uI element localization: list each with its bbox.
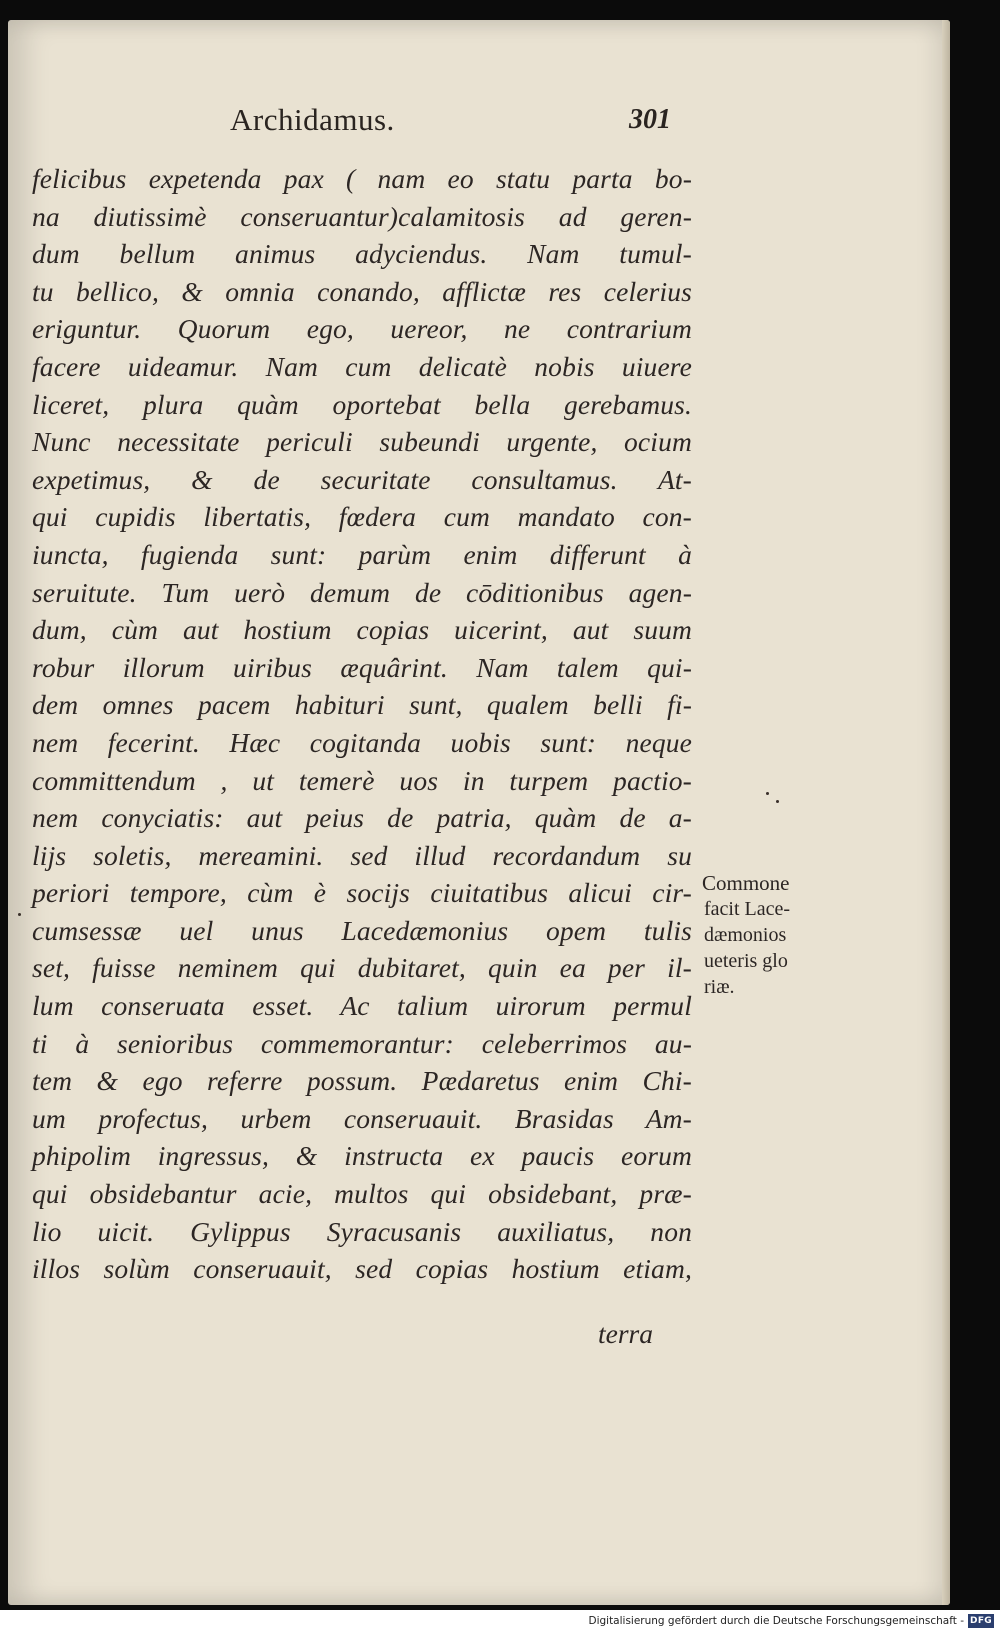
ink-speck xyxy=(766,792,769,795)
marginal-note-line: facit Lace- xyxy=(704,898,791,920)
text-line: cumsessæ uel unus Lacedæmonius opem tulis xyxy=(32,914,692,946)
text-line: na diutissimè conseruantur)calamitosis ad geren- xyxy=(32,200,692,232)
text-line: um profectus, urbem conseruauit. Brasidas Am- xyxy=(32,1102,692,1134)
marginal-note-line: Commone xyxy=(702,871,790,895)
ink-speck xyxy=(776,800,779,803)
text-line: lum conseruata esset. Ac talium uirorum permul xyxy=(32,990,692,1022)
text-line: felicibus expetenda pax ( nam eo statu parta bo- xyxy=(32,163,692,194)
ink-speck xyxy=(18,913,21,916)
text-line: periori tempore, cùm è socijs ciuitatibus alicui cir- xyxy=(32,877,692,909)
text-line: eriguntur. Quorum ego, uereor, ne contrarium xyxy=(32,313,692,345)
text-line: facere uideamur. Nam cum delicatè nobis uiuere xyxy=(32,350,692,382)
text-line: robur illorum uiribus æquârint. Nam talem qui- xyxy=(32,651,692,683)
text-line: iuncta, fugienda sunt: parùm enim differunt à xyxy=(32,538,692,570)
text-line: qui cupidis libertatis, fœdera cum mandato con- xyxy=(32,501,692,533)
dfg-logo-icon: DFG xyxy=(968,1614,994,1628)
text-line: lijs soletis, mereamini. sed illud recordandum su xyxy=(32,839,692,871)
text-line: lio uicit. Gylippus Syracusanis auxiliatus, non xyxy=(32,1215,692,1247)
body-text xyxy=(32,160,692,1288)
text-line: dum bellum animus adyciendus. Nam tumul- xyxy=(32,238,692,270)
text-line: expetimus, & de securitate consultamus. At- xyxy=(32,463,692,495)
marginal-note-line: riæ. xyxy=(704,976,735,998)
text-line: tu bellico, & omnia conando, afflictæ res celerius xyxy=(32,275,692,307)
text-line: nem fecerint. Hæc cogitanda uobis sunt: neque xyxy=(32,726,692,758)
running-head xyxy=(8,102,950,152)
text-line: dum, cùm aut hostium copias uicerint, aut suum xyxy=(32,614,692,646)
text-line: tem & ego referre possum. Pædaretus enim Chi- xyxy=(32,1065,692,1097)
text-line: qui obsidebantur acie, multos qui obsidebant, præ- xyxy=(32,1178,692,1210)
page-edge xyxy=(942,20,950,1605)
marginal-note-line: ueteris glo xyxy=(704,950,788,972)
text-line: ti à senioribus commemorantur: celeberrimos au- xyxy=(32,1027,692,1059)
catchword: terra xyxy=(598,1318,653,1349)
page-number: 301 xyxy=(629,104,671,135)
book-page xyxy=(8,20,950,1605)
text-line: seruitute. Tum uerò demum de cōditionibus agen- xyxy=(32,576,692,608)
footer-credit: Digitalisierung gefördert durch die Deutsche Forschungsgemeinschaft - xyxy=(588,1615,964,1627)
marginal-note xyxy=(702,870,842,1000)
running-title: Archidamus. xyxy=(230,102,395,137)
text-line: committendum , ut temerè uos in turpem pactio- xyxy=(32,764,692,796)
text-line: liceret, plura quàm oportebat bella gerebamus. xyxy=(32,388,692,420)
text-line: illos solùm conseruauit, sed copias hostium etiam, xyxy=(32,1253,692,1285)
marginal-note-line: dæmonios xyxy=(704,924,787,946)
text-line: nem conyciatis: aut peius de patria, quàm de a- xyxy=(32,802,692,834)
footer-strip xyxy=(0,1610,1000,1636)
text-line: phipolim ingressus, & instructa ex paucis eorum xyxy=(32,1140,692,1172)
text-line: set, fuisse neminem qui dubitaret, quin ea per il- xyxy=(32,952,692,984)
text-line: Nunc necessitate periculi subeundi urgente, ocium xyxy=(32,426,692,458)
text-line: dem omnes pacem habituri sunt, qualem belli fi- xyxy=(32,689,692,721)
